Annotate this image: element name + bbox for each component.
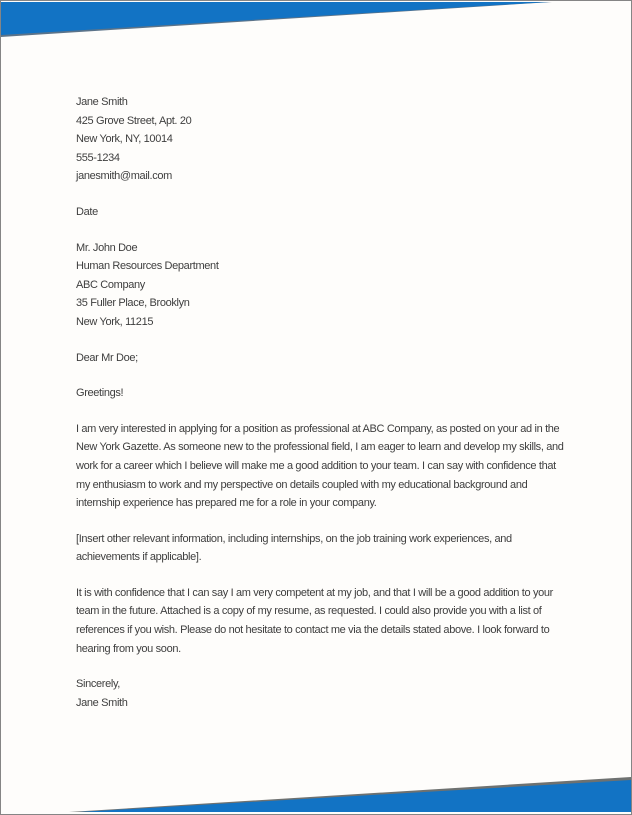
signature-name: Jane Smith	[76, 696, 128, 709]
recipient-address-line1: 35 Fuller Place, Brooklyn	[76, 297, 190, 310]
salutation: Dear Mr Doe;	[76, 351, 138, 364]
sender-email: janesmith@mail.com	[76, 170, 172, 183]
recipient-company: ABC Company	[76, 278, 145, 291]
sender-address-line1: 425 Grove Street, Apt. 20	[76, 114, 192, 127]
top-banner	[1, 2, 549, 35]
letter-content	[76, 93, 566, 729]
closing-block	[76, 675, 566, 712]
closing: Sincerely,	[76, 678, 120, 691]
sender-phone: 555-1234	[76, 151, 120, 164]
body-paragraph-3: It is with confidence that I can say I am very competent at my job, and that I will be a good addition to your team in the future. Attached is a copy of my resume, as requested. I could also provide you with a list of references if you wish. Please do not hesitate to contact me via the details stated above. I look forward to hearing from you soon.	[76, 586, 553, 655]
body-paragraph-1: I am very interested in applying for a position as professional at ABC Company, as posted on your ad in the New York Gazette. As someone new to the professional field, I am eager to learn and develop my skills, and work for a career which I believe will make me a good addition to your team. I can say with confidence that my enthusiasm to work and my perspective on details coupled with my educational background and internship experience has prepared me for a role in your company.	[76, 422, 564, 510]
sender-block	[76, 93, 566, 186]
greeting: Greetings!	[76, 387, 124, 400]
date-placeholder: Date	[76, 205, 98, 218]
sender-address-line2: New York, NY, 10014	[76, 133, 173, 146]
sender-name: Jane Smith	[76, 96, 128, 108]
recipient-block	[76, 239, 566, 332]
recipient-name: Mr. John Doe	[76, 241, 138, 254]
recipient-department: Human Resources Department	[76, 260, 219, 273]
recipient-address-line2: New York, 11215	[76, 315, 154, 328]
body-paragraph-2: [Insert other relevant information, including internships, on the job training work experiences, and achievements if applicable].	[76, 532, 512, 564]
